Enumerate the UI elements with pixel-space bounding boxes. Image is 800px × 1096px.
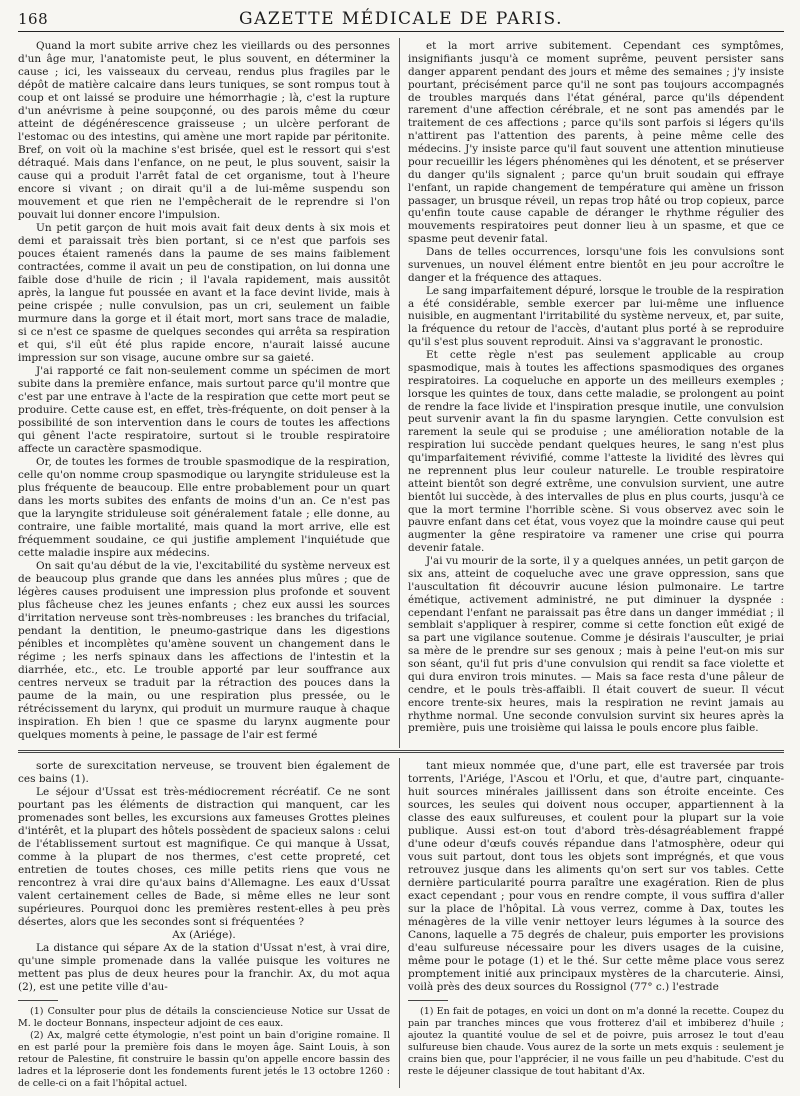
- feuilleton-column-right: [408, 760, 784, 996]
- article-paragraph: J'ai rapporté ce fait non-seulement comme un spécimen de mort subite dans la première enfance, mais surtout parce qu'il montre que c'est par une entrave à l'acte de la respiration que cette mort peut se produire. Cette cause est, en effet, très-fréquente, on doit penser à la possibilité de son intervention dans le cours de toutes les affections qui gênent l'acte respiratoire, surtout si le trouble respiratoire affecte un caractère spasmodique.: [18, 365, 390, 455]
- footnote-rule: [408, 1000, 448, 1001]
- article-paragraph: Et cette règle n'est pas seulement applicable au croup spasmodique, mais à toutes les affections spasmodiques des organes respiratoires. La coqueluche en apporte un des meilleurs exemples ; lorsque les quintes de toux, dans cette maladie, se prolongent au point de rendre la face livide et l'inspiration presque inutile, une convulsion peut survenir avant la fin du spasme laryngien. Cette convulsion est rarement la seule qui se produise ; une amélioration notable de la respiration lui succède pendant quelques heures, le sang n'est plus qu'imparfaitement révivifié, comme l'atteste la lividité des lèvres qui ne reprennent plus leur couleur naturelle. Le trouble respiratoire atteint bientôt son degré extrême, une convulsion survient, une autre bientôt lui succède, à des intervalles de plus en plus courts, jusqu'à ce que la mort termine l'horrible scène. Si vous observez avec soin le pauvre enfant dans cet état, vous voyez que la moindre cause qui peut augmenter la gêne respiratoire va ramener une crise qui pourra devenir fatale.: [408, 349, 784, 555]
- footnotes-left: [18, 1006, 390, 1094]
- footnote: (2) Ax, malgré cette étymologie, n'est point un bain d'origine romaine. Il en est parlé pour la première fois dans le moyen âge. Saint Louis, à son retour de Palestine, fit construire le bassin qu'on appelle encore bassin des ladres et la léproserie dont les fondements furent jetés le 13 octobre 1260 : de celle-ci on a fait l'hôpital actuel.: [18, 1030, 390, 1089]
- article-paragraph: Dans de telles occurrences, lorsqu'une fois les convulsions sont survenues, un nouvel élément entre bientôt en jeu pour accroître le danger et la fréquence des attaques.: [408, 246, 784, 284]
- feuilleton-paragraph: tant mieux nommée que, d'une part, elle est traversée par trois torrents, l'Ariége, l'Ascou et l'Orlu, et que, d'autre part, cinquante-huit sources minérales jaillissent dans son étroite enceinte. Ces sources, les seules qui doivent nous occuper, appartiennent à la classe des eaux sulfureuses, et coulent pour la plupart sur la voie publique. Aussi est-on tout d'abord très-désagréablement frappé d'une odeur d'œufs couvés répandue dans l'atmosphère, odeur qui vous suit partout, dont tous les objets sont imprégnés, et que vous retrouvez jusque dans les aliments qu'on sert sur vos tables. Cette dernière particularité pourra paraître une exagération. Rien de plus exact cependant ; pour vous en rendre compte, il vous suffira d'aller sur la place de l'hôpital. Là vous verrez, comme à Dax, toutes les ménagères de la ville venir nettoyer leurs légumes à la source des Canons, laquelle a 75 degrés de chaleur, puis emporter les provisions d'eau sulfureuse nécessaire pour les divers usages de la cuisine, même pour le potage (1) et le thé. Sur cette même place vous serez promptement initié aux principaux mystères de la charcuterie. Ainsi, voilà près des deux sources du Rossignol (77° c.) l'estrade: [408, 760, 784, 993]
- article-paragraph: et la mort arrive subitement. Cependant ces symptômes, insignifiants jusqu'à ce moment suprême, peuvent persister sans danger apparent pendant des jours et même des semaines ; j'y insiste pourtant, précisément parce qu'il ne sont pas toujours accompagnés de troubles marqués dans l'état général, parce qu'ils dépendent rarement d'une affection cérébrale, et ne sont pas amendés par le traitement de ces affections ; parce qu'ils sont parfois si légers qu'ils n'attirent pas l'attention des parents, à peine même celle des médecins. J'y insiste parce qu'il faut souvent une attention minutieuse pour recueillir les légers phénomènes qui les dénotent, et se préserver du danger qu'ils signalent ; parce qu'un bruit soudain qui effraye l'enfant, un rapide changement de température qui amène un frisson passager, un brusque réveil, un repas trop hâté ou trop copieux, parce qu'enfin toute cause capable de déranger le rhythme régulier des mouvements respiratoires peut donner lieu à un spasme, et que ce spasme peut devenir fatal.: [408, 40, 784, 246]
- footnote: (1) Consulter pour plus de détails la consciencieuse Notice sur Ussat de M. le docteur Bonnans, inspecteur adjoint de ces eaux.: [18, 1006, 390, 1029]
- feuilleton-paragraph: Le séjour d'Ussat est très-médiocrement récréatif. Ce ne sont pourtant pas les éléments de distraction qui manquent, car les promenades sont belles, les excursions aux fameuses Grottes pleines d'intérêt, et la plupart des hôtels possèdent de spacieux salons : celui de l'établissement surtout est magnifique. Ce qui manque à Ussat, comme à la plupart de nos thermes, c'est cette propreté, cet entretien de toutes choses, ces mille petits riens que vous ne rencontrez à vrai dire qu'aux bains d'Allemagne. Les eaux d'Ussat valent certainement celles de Bade, si même elles ne leur sont supérieures. Pourquoi donc les premières restent-elles à peu près désertes, alors que les secondes sont si fréquentées ?: [18, 786, 390, 928]
- article-paragraph: Le sang imparfaitement dépuré, lorsque le trouble de la respiration a été considérable, semble exercer par lui-même une influence nuisible, en augmentant l'irritabilité du système nerveux, et, par suite, la fréquence du retour de l'accès, d'autant plus porté à se reproduire qu'il s'est plus souvent reproduit. Ainsi va s'aggravant le pronostic.: [408, 284, 784, 349]
- page-number: 168: [18, 10, 49, 28]
- article-column-left: [18, 40, 390, 746]
- section-heading: Ax (Ariége).: [172, 929, 236, 941]
- footnote-rule: [18, 1000, 58, 1001]
- feuilleton-column-left: [18, 760, 390, 996]
- section-separator: [18, 750, 784, 753]
- article-column-right: [408, 40, 784, 746]
- article-paragraph: Quand la mort subite arrive chez les vieillards ou des personnes d'un âge mur, l'anatomiste peut, le plus souvent, en déterminer la cause ; ici, les vaisseaux du cerveau, rendus plus fragiles par le dépôt de matière calcaire dans leurs tuniques, se sont rompus tout à coup et ont laissé se produire une hémorrhagie ; là, c'est la rupture d'un anévrisme à peine soupçonné, ou des parois même du cœur atteint de dégénérescence graisseuse ; un ulcère perforant de l'estomac ou des intestins, qui amène une mort rapide par péritonite. Bref, on voit où la machine s'est brisée, quel est le ressort qui s'est détraqué. Mais dans l'enfance, on ne peut, le plus souvent, saisir la cause qui a produit l'arrêt fatal de cet organisme, tout à l'heure encore si vivant ; on dirait qu'il a de lui-même suspendu son mouvement et que rien ne l'empêcherait de le reprendre si l'on pouvait lui donner encore l'impulsion.: [18, 40, 390, 221]
- page-header: [18, 0, 784, 34]
- column-divider: [399, 38, 400, 748]
- feuilleton-paragraph: La distance qui sépare Ax de la station d'Ussat n'est, à vrai dire, qu'une simple promenade dans la vallée puisque les voitures ne mettent pas plus de deux heures pour la franchir. Ax, du mot aqua (2), est une petite ville d'au-: [18, 942, 390, 993]
- article-paragraph: Or, de toutes les formes de trouble spasmodique de la respiration, celle qu'on nomme croup spasmodique ou laryngite striduleuse est la plus fréquente de beaucoup. Elle entre probablement pour un quart dans les morts subites des enfants de moins d'un an. Ce n'est pas que la laryngite striduleuse soit généralement fatale ; elle donne, au contraire, une faible mortalité, mais quand la mort arrive, elle est fréquemment soudaine, ce qui justifie amplement l'inquiétude que cette maladie inspire aux médecins.: [18, 456, 390, 559]
- article-paragraph: On sait qu'au début de la vie, l'excitabilité du système nerveux est de beaucoup plus grande que dans les années plus mûres ; que de légères causes produisent une impression plus profonde et souvent plus fâcheuse chez les jeunes enfants ; chez eux aussi les sources d'irritation nerveuse sont très-nombreuses : les branches du trifacial, pendant la dentition, le pneumo-gastrique dans les digestions pénibles et incomplètes qu'amène souvent un changement dans le régime ; les nerfs spinaux dans les affections de l'intestin et la diarrhée, etc., etc. Le trouble apporté par leur souffrance aux centres nerveux se traduit par la rétraction des pouces dans la paume de la main, ou une respiration plus pressée, ou le rétrécissement du larynx, qui produit un murmure rauque à chaque inspiration. Eh bien ! que ce spasme du larynx augmente pour quelques moments à peine, le passage de l'air est fermé: [18, 560, 390, 741]
- article-paragraph: Un petit garçon de huit mois avait fait deux dents à six mois et demi et paraissait très bien portant, si ce n'est que parfois ses pouces étaient ramenés dans la paume de ses mains faiblement contractées, comme il avait un peu de constipation, on lui donna une faible dose d'huile de ricin ; il l'avala rapidement, mais aussitôt après, la langue fut poussée en avant et la face devint livide, mais à peine crispée ; nulle convulsion, pas un cri, seulement un faible murmure dans la gorge et il était mort, mort sans trace de maladie, si ce n'est ce spasme de quelques secondes qui arrêta sa respiration et qui, s'il eût été plus rapide encore, n'aurait laissé aucune impression sur son visage, aucune ombre sur sa gaieté.: [18, 222, 390, 364]
- header-rule: [18, 31, 784, 32]
- footnote: (1) En fait de potages, en voici un dont on m'a donné la recette. Coupez du pain par tranches minces que vous frotterez d'ail et imbiberez d'huile ; ajoutez la quantité voulue de sel et de poivre, puis arrosez le tout d'eau sulfureuse bien chaude. Vous aurez de la sorte un mets exquis : seulement je crains bien que, pour l'apprécier, il ne vous faille un peu d'habitude. C'est du reste le déjeuner classique de tout habitant d'Ax.: [408, 1006, 784, 1077]
- column-divider: [399, 758, 400, 1088]
- article-paragraph: J'ai vu mourir de la sorte, il y a quelques années, un petit garçon de six ans, atteint de coqueluche avec une grave oppression, sans que l'auscultation fit découvrir aucune lésion pulmonaire. Le tartre émétique, activement administré, ne put diminuer la dyspnée : cependant l'enfant ne paraissait pas être dans un danger immédiat ; il semblait s'appliquer à respirer, comme si cette fonction eût exigé de sa part une vigilance soutenue. Comme je désirais l'ausculter, je priai sa mère de le prendre sur ses genoux ; mais à peine l'eut-on mis sur son séant, qu'il fut pris d'une convulsion qui rendit sa face violette et qui dura environ trois minutes. — Mais sa face resta d'une pâleur de cendre, et le pouls très-affaibli. Il était couvert de sueur. Il vécut encore trente-six heures, mais la respiration ne revint jamais au rhythme normal. Une seconde convulsion survint six heures après la première, puis une troisième qui laissa le pouls encore plus faible.: [408, 555, 784, 735]
- journal-title: GAZETTE MÉDICALE DE PARIS.: [239, 9, 563, 29]
- feuilleton-paragraph: sorte de surexcitation nerveuse, se trouvent bien également de ces bains (1).: [18, 760, 390, 785]
- footnotes-right: [408, 1006, 784, 1094]
